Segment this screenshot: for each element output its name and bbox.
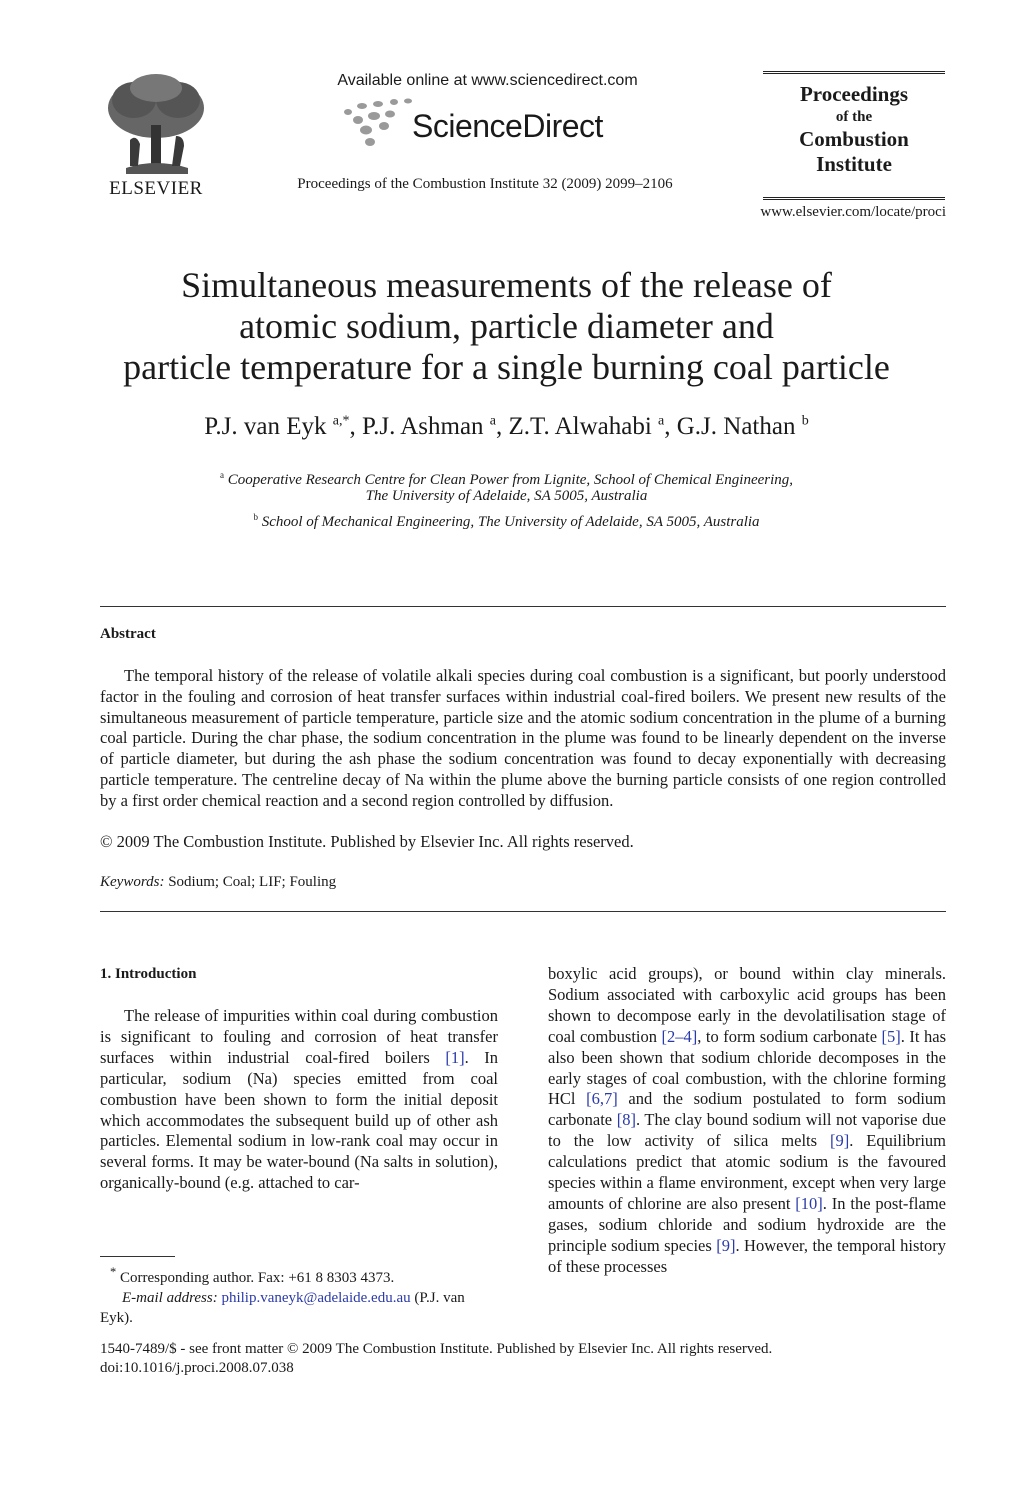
affiliation-b [60,507,953,533]
section-heading: 1. Introduction [100,966,197,982]
body-text: The release of impurities within coal during combustion is significant to fouling and corrosion of heat transfer surfaces within industrial coal-fired boilers [100,1006,498,1067]
citation-link[interactable]: [1] [445,1047,465,1067]
email-suffix: (P.J. van Eyk). [100,1290,465,1326]
body-text: . In the post-flame gases, sodium chloride and sodium hydroxide are the principle sodium species [548,1193,946,1255]
author-name: P.J. van Eyk [204,413,327,440]
affil-mark: a [219,470,224,480]
body-text: and the sodium postulated to form sodium carbonate [548,1089,947,1130]
publisher-name: ELSEVIER [109,178,203,199]
journal-citation: Proceedings of the Combustion Institute 32 (2009) 2099–2106 [297,176,673,192]
email-label: E-mail address: [122,1290,218,1306]
footnote-mark: * [110,1265,117,1279]
footnote-email [100,1288,498,1328]
article-title [60,265,953,388]
author-affil-mark[interactable]: a,* [332,413,350,429]
body-column-left [100,1006,498,1194]
journal-box-line: Combustion [799,127,909,151]
email-link[interactable]: philip.vaneyk@adelaide.edu.au [221,1290,411,1306]
affil-mark: b [253,512,258,522]
journal-box-line: Proceedings [799,82,909,106]
title-line: particle temperature for a single burning coal particle [123,347,890,387]
body-column-right [548,964,946,1278]
keywords-label: Keywords: [100,874,165,890]
author-name: P.J. Ashman [361,413,484,440]
citation-link[interactable]: [2–4] [661,1026,698,1046]
citation-link[interactable]: [9] [716,1235,736,1255]
footnote [100,1262,498,1328]
author-name: Z.T. Alwahabi [508,413,652,440]
body-text: . Equilibrium calculations predict that atomic sodium is the favoured species within a flame environment, except when very large amounts of chlorine are also present [548,1131,946,1213]
divider [100,911,946,912]
sciencedirect-wordmark: ScienceDirect [412,108,603,144]
body-text: boxylic acid groups), or bound within clay minerals. Sodium associated with carboxylic acid groups has been shown to decompose early in the devolatilisation stage of coal combustion [548,964,946,1046]
body-text: , to form sodium carbonate [697,1026,882,1046]
affiliation-a-line2: The University of Adelaide, SA 5005, Australia [365,488,648,504]
keywords [100,874,336,891]
available-online-text: Available online at www.sciencedirect.com [337,72,638,89]
footnote-corresponding [100,1262,498,1288]
abstract-copyright: © 2009 The Combustion Institute. Published by Elsevier Inc. All rights reserved. [100,832,634,851]
body-text: . However, the temporal history of these processes [548,1235,946,1276]
abstract-text: The temporal history of the release of volatile alkali species during coal combustion is a significant, but poorly understood factor in the fouling and corrosion of heat transfer surfaces within industrial coal-fired boilers. We present new results of the simultaneous measurement of particle temperature, particle size and the atomic sodium concentration in the plume of a burning coal particle. During the char phase, the sodium concentration in the plume was found to be linearly dependent on the inverse of particle diameter, but during the ash phase the sodium concentration was found to decay exponentially with decreasing particle temperature. The centreline decay of Na within the plume above the burning particle consists of one region controlled by a first order chemical reaction and a second region controlled by diffusion. [100,666,946,810]
author-affil-mark[interactable]: a [489,413,497,429]
citation-link[interactable]: [8] [616,1110,636,1130]
keywords-list: Sodium; Coal; LIF; Fouling [168,874,337,890]
footnote-text: Corresponding author. Fax: +61 8 8303 4373. [120,1270,395,1286]
title-line: atomic sodium, particle diameter and [239,306,774,346]
citation-link[interactable]: [6,7] [586,1089,618,1109]
abstract-heading: Abstract [100,626,156,642]
body-text: . In particular, sodium (Na) species emitted from coal combustion have been shown to form the initial deposit which accommodates the subsequent build up of other ash particles. Elemental sodium in low-rank coal may occur in several forms. It may be water-bound (Na salts in solution), organically-bound (e.g. attached to car- [100,1047,498,1193]
author-affil-mark[interactable]: a [658,413,665,429]
footnote-divider [100,1256,175,1257]
journal-title-box [763,71,945,200]
author-list: P.J. van Eyk $^{a,*}$, P.J. Ashman $^a$, Z.T. Alwahabi $^a$, G.J. Nathan $^b$ [204,413,809,440]
divider [100,606,946,607]
citation-link[interactable]: [10] [795,1193,823,1213]
affil-text: Cooperative Research Centre for Clean Power from Lignite, School of Chemical Engineering, [227,472,794,488]
author-affil-mark[interactable]: b [801,413,809,429]
title-line: Simultaneous measurements of the release of [181,265,832,305]
front-matter-line: 1540-7489/$ - see front matter © 2009 The Combustion Institute. Published by Elsevier Inc. All rights reserved. [100,1341,773,1357]
journal-box-line: of the [835,109,873,125]
citation-link[interactable]: [5] [881,1026,901,1046]
author-name: G.J. Nathan [676,413,796,440]
citation-link[interactable]: [9] [829,1131,850,1151]
journal-box-line: Institute [816,152,892,176]
journal-url-link[interactable]: www.elsevier.com/locate/proci [760,204,946,220]
affil-text: School of Mechanical Engineering, The University of Adelaide, SA 5005, Australia [261,514,760,530]
doi-line[interactable]: doi:10.1016/j.proci.2008.07.038 [100,1360,294,1376]
body-text: . The clay bound sodium will not vaporise due to the low activity of silica melts [548,1110,946,1151]
body-text: . It has also been shown that sodium chloride decomposes in the early stages of coal combustion, with the chlorine forming HCl [548,1026,946,1109]
